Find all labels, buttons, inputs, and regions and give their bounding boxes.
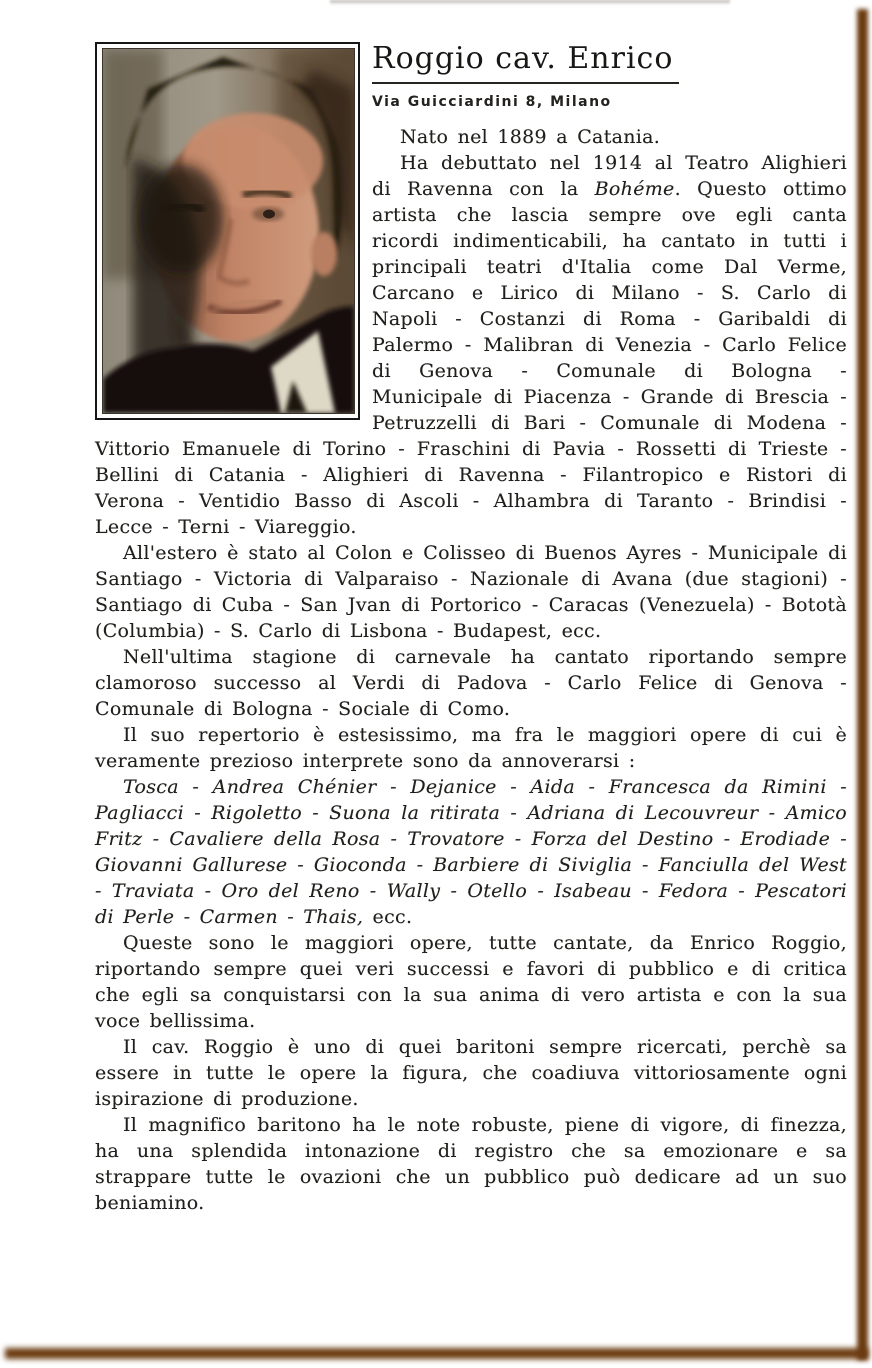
repertoire-etc: ecc.: [363, 906, 413, 928]
book-edge-right: [857, 9, 868, 1360]
page-title: Roggio cav. Enrico: [372, 42, 679, 84]
paragraph-estero: All'estero è stato al Colon e Colisseo di Buenos Ayres - Municipale di Santiago - Victoria di Valparaiso - Nazionale di Avana (due stagioni) - Santiago di Cuba - San Jvan di Portorico - Caracas (Venezuela) - Bototà (Columbia) - S. Carlo di Lisbona - Budapest, ecc.: [95, 542, 847, 642]
paragraph-nato: Nato nel 1889 a Catania.: [400, 126, 661, 148]
book-edge-bottom: [5, 1348, 868, 1359]
opera-title-boheme: Bohéme: [594, 178, 675, 200]
portrait-image: [102, 48, 355, 414]
paragraph-carnevale: Nell'ultima stagione di carnevale ha cantato riportando sempre clamoroso successo al Verdi di Padova - Carlo Felice di Genova - Comunale di Bologna - Sociale di Como.: [95, 646, 847, 720]
paragraph-cav-roggio: Il cav. Roggio è uno di quei baritoni sempre ricercati, perchè sa essere in tutte le opere la figura, che coadiuva vittoriosamente ogni ispirazione di produzione.: [95, 1036, 847, 1110]
address-line: Via Guicciardini 8, Milano: [372, 94, 612, 110]
paragraph-magnifico: Il magnifico baritono ha le note robuste, piene di vigore, di finezza, ha una splendida intonazione di registro che sa emozionare e sa strappare tutte le ovazioni che un pubblico può dedicare ad un suo beniamino.: [95, 1114, 847, 1214]
repertoire-operas: Tosca - Andrea Chénier - Dejanice - Aida - Francesca da Rimini - Pagliacci - Rigoletto - Suona la ritirata - Adriana di Lecouvreur - Amico Fritz - Cavaliere della Rosa - Trovatore - Forza del Destino - Erodiade - Giovanni Gallurese - Gioconda - Barbiere di Siviglia - Fanciulla del West - Traviata - Oro del Reno - Wally - Otello - Isabeau - Fedora - Pescatori di Perle - Carmen - Thais,: [95, 776, 847, 928]
paragraph-repertoire-list: [95, 774, 847, 930]
paragraph-queste: Queste sono le maggiori opere, tutte cantate, da Enrico Roggio, riportando sempre quei veri successi e favori di pubblico e di critica che egli sa conquistarsi con la sua anima di vero artista e con la sua voce bellissima.: [95, 932, 847, 1032]
portrait-photo-frame: [95, 42, 360, 420]
debutto-text-pre: Ha debuttato nel 1914 al Teatro Alighieri di Ravenna con la: [372, 152, 847, 200]
paragraph-repertorio-intro: Il suo repertorio è estesissimo, ma fra le maggiori opere di cui è veramente prezioso interprete sono da annoverarsi :: [95, 724, 847, 772]
scan-artifact-top: [330, 0, 730, 5]
debutto-text-post: . Questo ottimo artista che lascia sempre ove egli canta ricordi indimenticabili, ha cantato in tutti i principali teatri d'Italia come Dal Verme, Carcano e Lirico di Milano - S. Carlo di Napoli - Costanzi di Roma - Garibaldi di Palermo - Malibran di Venezia - Carlo Felice di Genova - Comunale di Bologna - Municipale di Piacenza - Grande di Brescia - Petruzzelli di Bari - Comunale di Modena - Vittorio Emanuele di Torino - Fraschini di Pavia - Rossetti di Trieste - Bellini di Catania - Alighieri di Ravenna - Filantropico e Ristori di Verona - Ventidio Basso di Ascoli - Alhambra di Taranto - Brindisi - Lecce - Terni - Viareggio.: [95, 178, 847, 538]
